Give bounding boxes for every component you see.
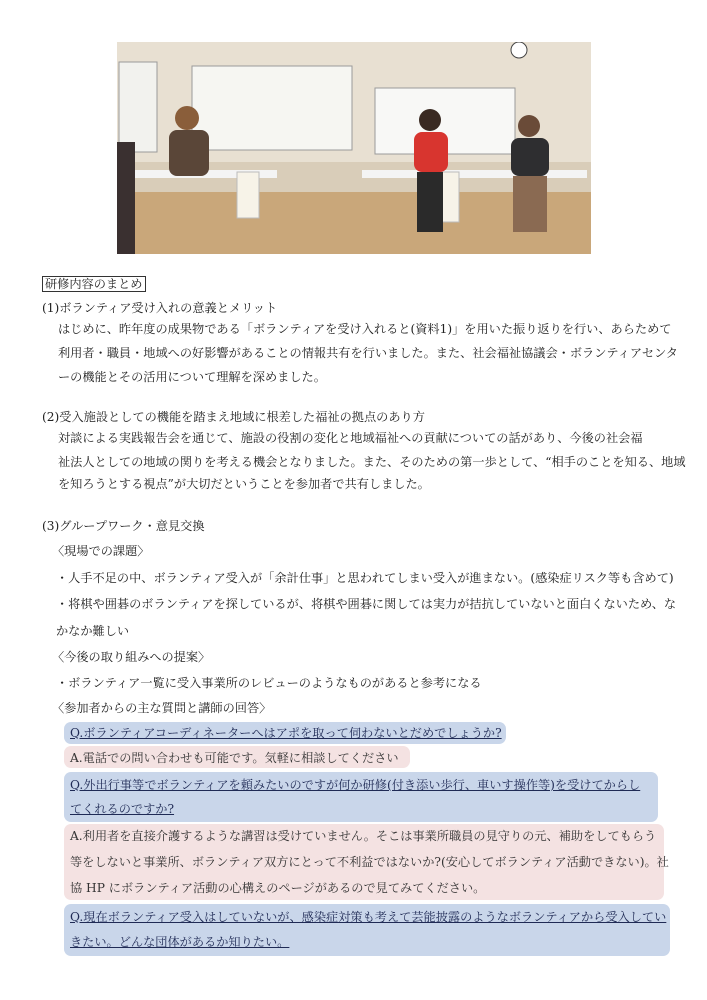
issues-heading: 〈現場での課題〉 (52, 544, 150, 558)
question-1: Q.ボランティアコーディネーターへはアポを取って伺わないとだめでしょうか? (70, 726, 502, 740)
seminar-photo (117, 42, 591, 254)
question-3-line-1: Q.現在ボランティア受入はしていないが、感染症対策も考えて芸能披露のようなボランティアから受入してい (70, 910, 667, 924)
section-1-line-3: ーの機能とその活用について理解を深めました。 (58, 370, 326, 384)
qa-heading: 〈参加者からの主な質問と講師の回答〉 (52, 701, 272, 715)
question-2-line-1: Q.外出行事等でボランティアを頼みたいのですが何か研修(付き添い歩行、車いす操作等)を受けてからし (70, 778, 641, 792)
issue-2-line-1: ・将棋や囲碁のボランティアを探しているが、将棋や囲碁に関しては実力が拮抗していないと面白くないため、な (56, 597, 677, 611)
answer-2-line-2: 等をしないと事業所、ボランティア双方にとって不利益ではないか?(安心してボランティア活動できない)。社 (70, 855, 669, 869)
proposal-1: ・ボランティア一覧に受入事業所のレビューのようなものがあると参考になる (56, 676, 482, 690)
section-1-line-1: はじめに、昨年度の成果物である「ボランティアを受け入れると(資料1)」を用いた振り返りを行い、あらためて (58, 322, 672, 336)
question-3-line-2: きたい。どんな団体があるか知りたい。 (70, 935, 290, 949)
summary-heading: 研修内容のまとめ (42, 276, 146, 292)
issue-1: ・人手不足の中、ボランティア受入が「余計仕事」と思われてしまい受入が進まない。(感染症リスク等も含めて) (56, 571, 674, 585)
answer-2-line-1: A.利用者を直接介護するような講習は受けていません。そこは事業所職員の見守りの元、補助をしてもらう (70, 829, 657, 843)
section-2-line-1: 対談による実践報告会を通じて、施設の役割の変化と地域福祉への貢献についての話があり、今後の社会福 (58, 431, 643, 445)
answer-2-line-3: 協 HP にボランティア活動の心構えのページがあるので見てみてください。 (70, 881, 486, 895)
question-2-line-2: てくれるのですか? (70, 802, 175, 816)
section-2-line-2: 祉法人としての地域の関りを考える機会となりました。また、そのための第一歩として、“相手のことを知る、地域 (58, 455, 686, 469)
issue-2-line-2: かなか難しい (56, 624, 130, 638)
section-3-title: (3)グループワーク・意見交換 (42, 519, 205, 533)
proposal-heading: 〈今後の取り組みへの提案〉 (52, 650, 211, 664)
answer-1: A.電話での問い合わせも可能です。気軽に相談してください (70, 751, 399, 765)
section-2-line-3: を知ろうとする視点”が大切だということを参加者で共有しました。 (58, 477, 430, 491)
section-2-title: (2)受入施設としての機能を踏まえ地域に根差した福祉の拠点のあり方 (42, 410, 425, 424)
section-1-title: (1)ボランティア受け入れの意義とメリット (42, 301, 278, 315)
section-1-line-2: 利用者・職員・地域への好影響があることの情報共有を行いました。また、社会福祉協議会・ボランティアセンタ (58, 346, 678, 360)
